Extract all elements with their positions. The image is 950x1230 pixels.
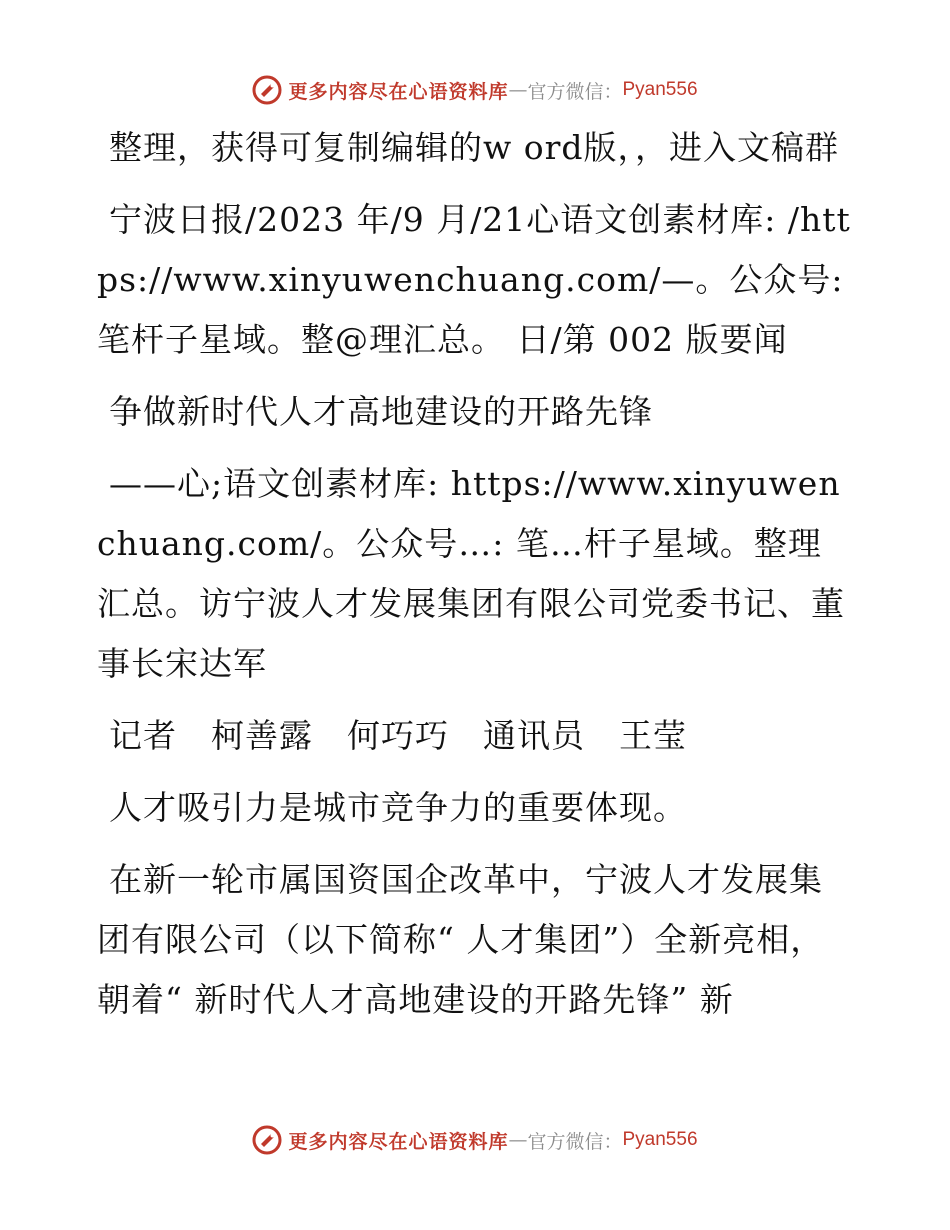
banner-wechat-label: 官方微信：: [527, 80, 623, 103]
footer-banner: [0, 1120, 950, 1160]
banner-separator: —: [508, 1129, 528, 1151]
article-title: 争做新时代人才高地建设的开路先锋: [109, 392, 653, 431]
article-subtitle: ——心;语文创素材库: https://www.xinyuwenchuang.com/。公众号…: 笔…杆子星域。整理汇总。访宁波人才发展集团有限公司党委书记、董事长宋达军: [97, 464, 845, 683]
banner-wechat-id: Pyan556: [622, 79, 698, 100]
paragraph-intro-note: 整理，获得可复制编辑的w ord版，，进入文稿群: [109, 128, 840, 167]
banner-separator: —: [508, 79, 528, 101]
document-body: [97, 118, 853, 1042]
brand-logo-icon: [252, 75, 282, 105]
banner-slogan: 更多内容尽在心语资料库: [288, 80, 509, 103]
article-lead: 人才吸引力是城市竞争力的重要体现。: [109, 788, 687, 827]
banner-wechat-label: 官方微信：: [527, 1130, 623, 1153]
banner-wechat-id: Pyan556: [622, 1129, 698, 1150]
article-byline: 记者 柯善露 何巧巧 通讯员 王莹: [109, 716, 687, 755]
banner-slogan: 更多内容尽在心语资料库: [288, 1130, 509, 1153]
brand-logo-icon: [252, 1125, 282, 1155]
article-body-paragraph: 在新一轮市属国资国企改革中，宁波人才发展集团有限公司（以下简称“ 人才集团”）全新亮相，朝着“ 新时代人才高地建设的开路先锋” 新: [97, 860, 825, 1019]
header-banner: [0, 70, 950, 110]
paragraph-source-line: 宁波日报/2023 年/9 月/21心语文创素材库: /https://www.xinyuwenchuang.com/—。公众号: 笔杆子星域。整@理汇总。 日/第 002 版要闻: [97, 200, 851, 359]
